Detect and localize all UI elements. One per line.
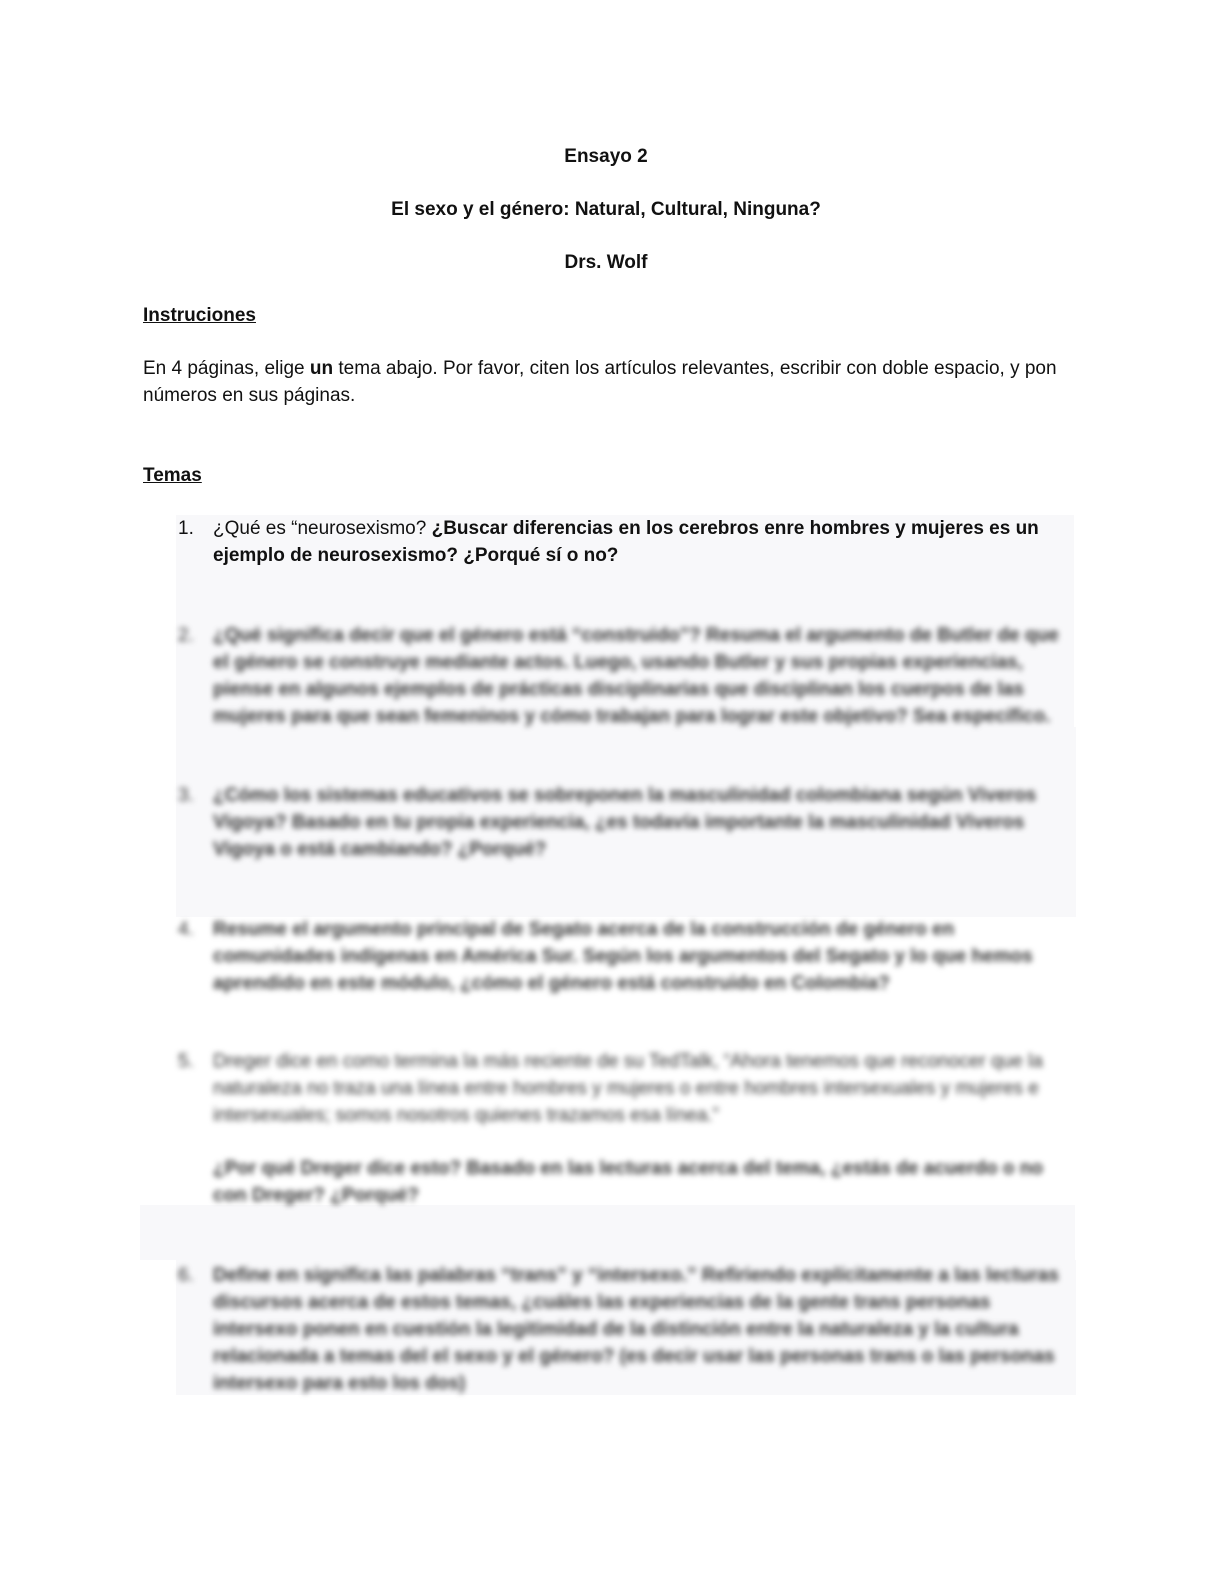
instructions-text-before: En 4 páginas, elige — [143, 358, 310, 379]
topic-number: 3. — [178, 785, 194, 806]
topic-followup: ¿Por qué Dreger dice esto? Basado en las lecturas acerca del tema, ¿estás de acuerdo o no con Dreger? ¿Porqué? — [213, 1158, 1043, 1206]
topic-text — [213, 515, 1073, 569]
topics-heading: Temas — [143, 465, 202, 486]
topic-text: ¿Qué significa decir que el género está “construido”? Resuma el argumento de Butler de que el género se construye mediante actos. Luego, usando Butler y sus propias experiencias, piense en algunos ejemplos de prácticas disciplinarias que disciplinan los cuerpos de las mujeres para que sean femeninos y cómo trabajan para lograr este objetivo? Sea específico. — [213, 625, 1059, 727]
topic-number: 2. — [178, 625, 194, 646]
topic-lead: ¿Qué es “neurosexismo? — [213, 518, 432, 539]
topic-text: Define en significa las palabras “trans” y “intersexo.” Refiriendo explícitamente a las lecturas discursos acerca de estos temas, ¿cuáles las experiencias de la gente trans personas intersexo ponen en cuestión la legitimidad de la distinción entre la naturaleza y la cultura relacionada a temas del el sexo y el género? (es decir usar las personas trans o las personas intersexo para esto los dos) — [213, 1265, 1059, 1394]
instructions-text — [143, 355, 1073, 409]
topic-number: 1. — [178, 518, 194, 539]
instructions-text-after: tema abajo. Por favor, citen los artículos relevantes, escribir con doble espacio, y pon números en sus páginas. — [143, 358, 1057, 406]
topic-number: 4. — [178, 919, 194, 940]
topic-number: 5. — [178, 1051, 194, 1072]
topic-text — [213, 1048, 1073, 1129]
topic-number: 6. — [178, 1265, 194, 1286]
shade-region — [140, 1205, 1075, 1260]
instructions-text-bold: un — [309, 358, 334, 379]
document-author: Drs. Wolf — [564, 252, 648, 273]
instructions-heading: Instruciones — [143, 305, 256, 326]
topic-quote: Dreger dice en como termina la más reciente de su TedTalk, “Ahora tenemos que reconocer que la naturaleza no traza una línea entre hombres y mujeres o entre hombres intersexuales y mujeres e intersexuales; somos nosotros quienes trazamos esa línea.” — [213, 1051, 1043, 1126]
document-subtitle: El sexo y el género: Natural, Cultural, Ninguna? — [391, 199, 821, 220]
topic-text: ¿Cómo los sistemas educativos se sobreponen la masculinidad colombiana según Viveros Vigoya? Basado en tu propia experiencia, ¿es todavía importante la masculinidad Viveros Vigoya o está cambiando? ¿Porqué? — [213, 785, 1037, 860]
document-title: Ensayo 2 — [564, 146, 648, 167]
topic-text: Resume el argumento principal de Segato acerca de la construcción de género en comunidades indígenas en América Sur. Según los argumentos del Segato y lo que hemos aprendido en este módulo, ¿cómo el género está construido en Colombia? — [213, 919, 1033, 994]
topic-question: ¿Buscar diferencias en los cerebros enre hombres y mujeres es un ejemplo de neurosexismo? ¿Porqué sí o no? — [213, 518, 1039, 566]
